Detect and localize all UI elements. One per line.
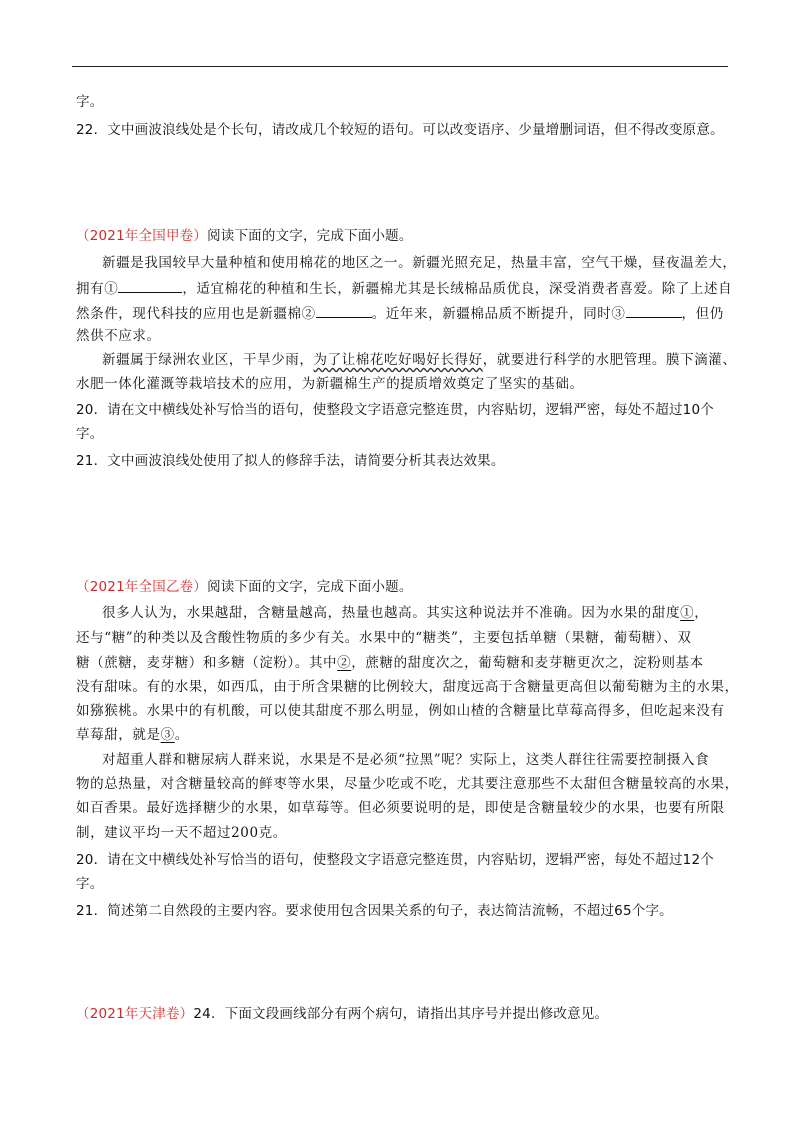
yi-p2-line4: 制，建议平均一天不超过200克。 xyxy=(76,825,287,841)
text: 。近年来，新疆棉品质不断提升，同时③ xyxy=(371,306,626,322)
yi-p1-line4: 没有甜味。有的水果，如西瓜，由于所含果糖的比例较大，甜度远高于含糖量更高但以葡萄糖为主的水果， xyxy=(76,679,739,695)
jia-p1-line3 xyxy=(76,304,724,322)
source-label-tianjin: （2021年天津卷） xyxy=(76,1006,194,1022)
blank-3 xyxy=(626,304,682,318)
text: ，蔗糖的甜度次之，葡萄糖和麦芽糖更次之，淀粉则基本 xyxy=(351,655,704,671)
text: 拥有① xyxy=(76,281,119,297)
jia-p1-line4: 然供不应求。 xyxy=(76,328,161,344)
text: 。 xyxy=(174,727,189,743)
blank-mark-2: ② xyxy=(337,655,352,671)
text: 草莓甜，就是 xyxy=(76,727,161,743)
question-24: 24．下面文段画线部分有两个病句，请指出其序号并提出修改意见。 xyxy=(193,1006,609,1022)
text: ，适宜棉花的种植和生长，新疆棉尤其是长绒棉品质优良，深受消费者喜爱。除了上述自 xyxy=(182,281,733,297)
yi-p1-line6 xyxy=(76,727,189,743)
yi-question-21: 21．简述第二自然段的主要内容。要求使用包含因果关系的句子，表达简洁流畅，不超过65个字。 xyxy=(76,903,673,919)
text: ，但仍 xyxy=(681,306,724,322)
jia-p2-line2: 水肥一体化灌溉等栽培技术的应用，为新疆棉生产的提质增效奠定了坚实的基础。 xyxy=(76,376,584,392)
yi-p1-line1 xyxy=(102,605,708,621)
section-jia-header xyxy=(76,228,413,244)
jia-question-21: 21．文中画波浪线处使用了拟人的修辞手法，请简要分析其表达效果。 xyxy=(76,453,505,469)
text: 新疆属于绿洲农业区，干旱少雨， xyxy=(102,352,314,368)
header-rule xyxy=(72,66,728,67)
yi-question-20-line1: 20．请在文中横线处补写恰当的语句，使整段文字语意完整连贯，内容贴切，逻辑严密，每处不超过12个 xyxy=(76,852,714,868)
jia-p2-line1 xyxy=(102,352,737,368)
text: ， xyxy=(694,605,709,621)
yi-p1-line5: 如猕猴桃。水果中的有机酸，可以使其甜度不那么明显，例如山楂的含糖量比草莓高得多，但吃起来没有 xyxy=(76,703,725,719)
question-22: 22．文中画波浪线处是个长句，请改成几个较短的语句。可以改变语序、少量增删词语，但不得改变原意。 xyxy=(76,122,724,138)
section-tianjin-header xyxy=(76,1006,608,1022)
jia-question-20-line1: 20．请在文中横线处补写恰当的语句，使整段文字语意完整连贯，内容贴切，逻辑严密，每处不超过10个 xyxy=(76,402,714,418)
text: 然条件，现代科技的应用也是新疆棉② xyxy=(76,306,316,322)
blank-2 xyxy=(316,304,372,318)
jia-question-20-line2: 字。 xyxy=(76,426,104,442)
source-label-yi: （2021年全国乙卷） xyxy=(76,579,208,595)
intro-jia: 阅读下面的文字，完成下面小题。 xyxy=(207,228,413,244)
text: ，就要进行科学的水肥管理。膜下滴灌、 xyxy=(482,352,737,368)
yi-question-20-line2: 字。 xyxy=(76,876,104,892)
intro-yi: 阅读下面的文字，完成下面小题。 xyxy=(207,579,413,595)
blank-mark-1: ① xyxy=(680,605,695,621)
yi-p2-line2: 物的总热量，对含糖量较高的鲜枣等水果，尽量少吃或不吃，尤其要注意那些不太甜但含糖量较高的水果， xyxy=(76,776,739,792)
jia-p1-line1: 新疆是我国较早大量种植和使用棉花的地区之一。新疆光照充足，热量丰富，空气干燥，昼夜温差大， xyxy=(102,255,737,271)
blank-1 xyxy=(118,279,182,293)
yi-p2-line3: 如百香果。最好选择糖少的水果，如草莓等。但必须要说明的是，即使是含糖量较少的水果，也要有所限 xyxy=(76,800,725,816)
yi-p2-line1: 对超重人群和糖尿病人群来说，水果是不是必须“拉黑”呢？实际上，这类人群往往需要控制摄入食 xyxy=(102,752,710,768)
yi-p1-line2: 还与“糖”的种类以及含酸性物质的多少有关。水果中的“糖类”，主要包括单糖（果糖，葡萄糖）、双 xyxy=(76,630,692,646)
section-yi-header xyxy=(76,579,413,595)
wavy-underline-text: 为了让棉花吃好喝好长得好 xyxy=(313,352,483,368)
blank-mark-3: ③ xyxy=(160,727,175,743)
text: 糖（蔗糖，麦芽糖）和多糖（淀粉）。其中 xyxy=(76,655,338,671)
yi-p1-line3 xyxy=(76,655,704,671)
text: 很多人认为，水果越甜，含糖量越高，热量也越高。其实这种说法并不准确。因为水果的甜度 xyxy=(102,605,681,621)
prev-question-tail: 字。 xyxy=(76,94,104,110)
jia-p1-line2 xyxy=(76,279,732,297)
source-label-jia: （2021年全国甲卷） xyxy=(76,228,208,244)
